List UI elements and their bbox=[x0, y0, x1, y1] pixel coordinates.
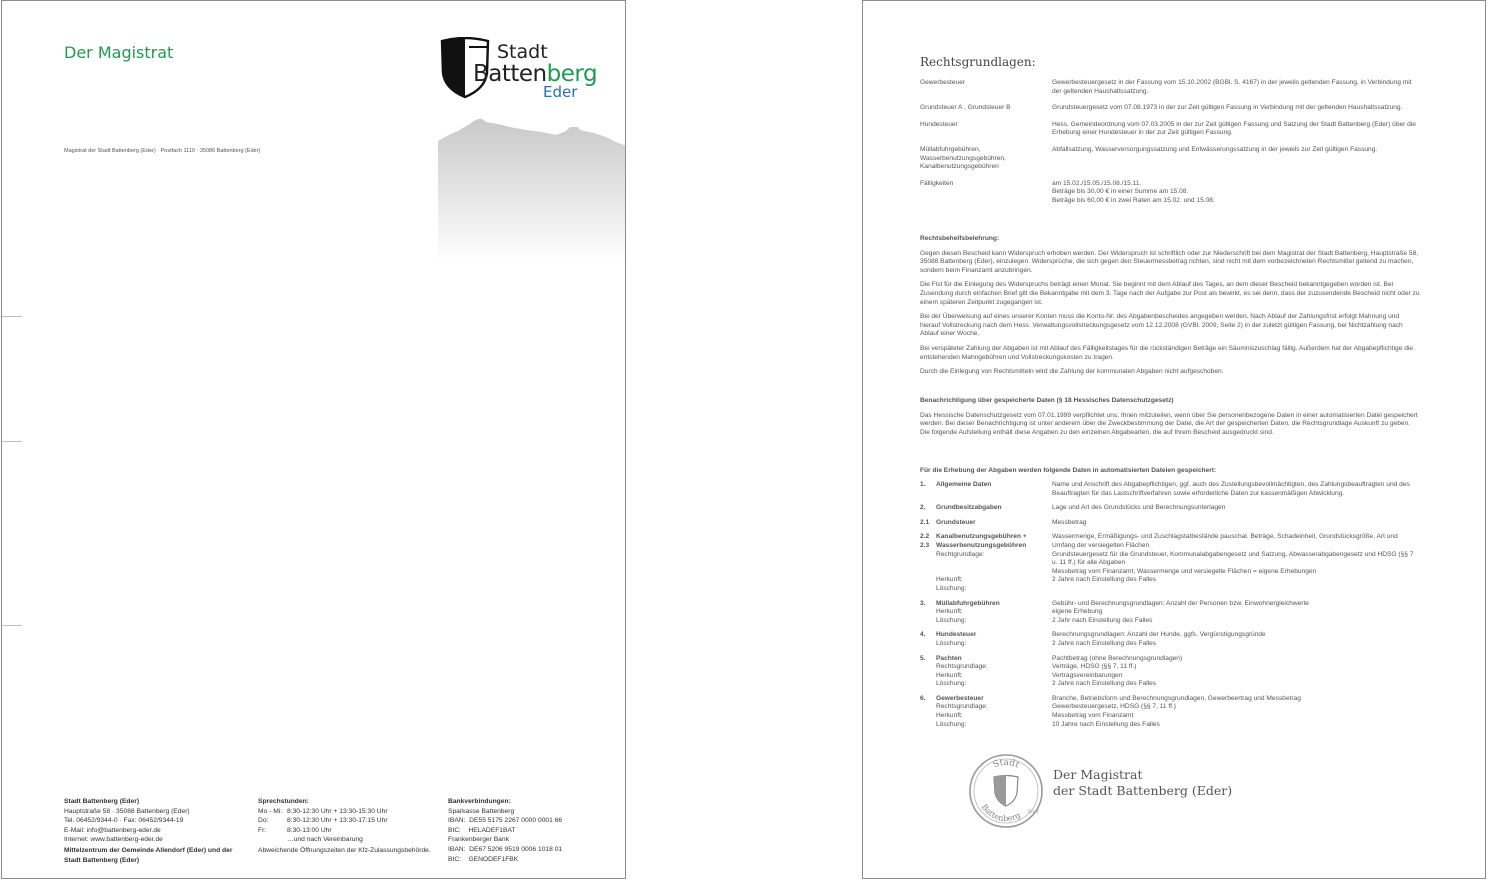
data-items-list bbox=[920, 481, 1420, 735]
list-item: 3. Müllabfuhrgebühren Herkunft: Löschung: Gebühr- und Berechnungsgrundlagen: Anzahl der Personen bzw. Einwohnergleichwerte eigene Erhebung 2 Jahr nach Einstellung des Falles bbox=[920, 599, 1309, 624]
legal-basis-row: Müllabfuhrgebühren, Wasserbenutzungsgebühren, Kanalbenutzungsgebühren Abfallsatzung, Wasserversorgungssatzung und Entwässerungssatzung in der jeweils zur Zeit gültigen Fassung. bbox=[920, 145, 1378, 171]
rechtsbehelf-section: Rechtsbehelfsbelehrung: Gegen diesen Bescheid kann Widerspruch erhoben werden. Der Widerspruch ist schriftlich oder zur Niederschrift bei dem Magistrat der Stadt Battenberg, Hauptstraße 58, 35088 Battenberg (Eder), einzulegen. Widersprüche, die sich gegen den Steuermessbetrag richten, sind nicht mit dem vorbezeichneten Rechtsmittel geltend zu machen, sondern beim Finanzamt anzubringen. Die Fist für die Einlegung des Widerspruchs beträgt einen Monat. Sie beginnt mit dem Ablauf des Tages, an dem dieser Bescheid bekanntgegeben worden ist. Bei Zusendung durch einfachen Brief gilt die Bekanntgabe mit dem 3. Tage nach der Aufgabe zur Post als bewirkt, es sei denn, dass der zuzusendende Bescheid nicht oder zu einem späteren Zeitpunkt zugegangen ist. Bei der Überweisung auf eines unserer Konten muss die Konto-Nr. des Abgabenbescheides angegeben werden. Nach Ablauf der Zahlungsfrist erfolgt Mahnung und hierauf Vollstreckung nach dem Hess. Verwaltungsvollstreckungsgesetz vom 12.12.2008 (GVBl. 2009, Seite 2) in der zuletzt gültigen Fassung, bei Nichtzahlung nach Ablauf einer Woche. Bei verspäteter Zahlung der Abgaben ist mit Ablauf des Fälligkeitstages für die rückständigen Beträge ein Säumniszuschlag fällig. Außerdem hat der Abgabepflichtige die entstehenden Mahngebühren und Vollstreckungskosten zu tragen. Durch die Einlegung von Rechtsmitteln wird die Zahlung der kommunalen Abgaben nicht aufgeschoben. bbox=[920, 235, 1420, 376]
legal-basis-row: Gewerbesteuer Gewerbesteuergesetz in der Fassung vom 15.10.2002 (BGBl. S. 4167) in der jeweils geltenden Fassung, in Verbindung mit der geltenden Haushaltssatzung. bbox=[920, 79, 1412, 95]
list-item: 6. Gewerbesteuer Rechtsgrundlage: Herkunft: Löschung: Branche, Betriebsform und Berechnungsgrundlagen, Gewerbeertrag und Messbetrag Gewerbesteuergesetz, HDSG (§§ 7, 11 ff.) Messbetrag vom Finanzamt 10 Jahre nach Einstellung des Falles bbox=[920, 694, 1301, 728]
svg-text:Battenberg: Battenberg bbox=[979, 802, 1023, 824]
list-item: 2. Grundbesitzabgaben Lage und Art des Grundstücks und Berechnungsunterlagen bbox=[920, 504, 1226, 512]
magistrat-heading: Der Magistrat bbox=[64, 43, 174, 62]
svg-text:Stadt: Stadt bbox=[991, 757, 1021, 771]
footer-contact: Stadt Battenberg (Eder) Hauptstraße 58 · 35088 Battenberg (Eder) Tel. 06452/9344-0 · Fax: 06452/9344-19 E-Mail: info@battenberg-eder.de Internet: www.battenberg-eder.de Mittelzentrum der Gemeinde Allendorf (Eder) und der Stadt Battenberg (Eder) bbox=[64, 798, 233, 864]
city-seal-icon bbox=[968, 753, 1044, 829]
logo-eder-text: Eder bbox=[543, 83, 578, 101]
fold-mark bbox=[2, 625, 22, 626]
sender-address-line: Magistrat der Stadt Battenberg (Eder) · Postfach 1110 · 35086 Battenberg (Eder) bbox=[64, 148, 261, 154]
legal-basis-row: Fälligkeiten am 15.02./15.05./15.08./15.11. Beträge bis 30,00 € in einer Summe am 15.08. Beträge bis 60,00 € in zwei Raten am 15.02. und 15.08. bbox=[920, 179, 1215, 204]
erhebung-heading: Für die Erhebung der Abgaben werden folgende Daten in automatisierten Dateien gespeichert: bbox=[920, 467, 1217, 474]
footer-office-hours: Sprechstunden: Mo - Mi: 8:30-12:30 Uhr + 13:30-15:30 Uhr Do: 8:30-12:30 Uhr + 13:30-17:15 Uhr Fr: 8:30-13:00 Uhr …und nach Vereinbarung Abweichende Öffnungszeiten der Kfz-Zulassungsbehörde. bbox=[258, 798, 431, 854]
legal-info-page bbox=[862, 0, 1486, 879]
signature-block: Der Magistrat der Stadt Battenberg (Eder) bbox=[1053, 767, 1233, 798]
page-title: Rechtsgrundlagen: bbox=[920, 55, 1036, 69]
battenberg-logo bbox=[439, 37, 604, 107]
legal-basis-list bbox=[920, 79, 1420, 214]
svg-text:Eder: Eder bbox=[1028, 810, 1039, 815]
letterhead-page bbox=[1, 0, 626, 879]
list-item: 1. Allgemeine Daten Name und Anschrift des Abgabepflichtigen, ggf. auch des Zustellungsbevollmächtigten, des Zahlungsbeauftragten und des Beauftragten für das Lastschriftverfahren sowie erforderliche Daten zur kassenmäßigen Abwicklung. bbox=[920, 481, 1410, 497]
list-item: 2.1 Grundsteuer Messbetrag bbox=[920, 518, 1087, 526]
footer-bank-details: Bankverbindungen: Sparkasse Battenberg IBAN: DE55 5175 2267 0000 0001 66 BIC: HELADEF1BAT Frankenberger Bank IBAN: DE67 5206 9519 0006 1018 01 BIC: GENODEF1FBK bbox=[448, 798, 563, 863]
legal-basis-row: Hundesteuer Hess. Gemeindeordnung vom 07.03.2005 in der zur Zeit gültigen Fassung und Satzung der Stadt Battenberg (Eder) über die Erhebung einer Hundesteuer in der zur Zeit gültigen Fassung. bbox=[920, 120, 1416, 137]
datenschutz-section: Benachrichtigung über gespeicherte Daten (§ 18 Hessisches Datenschutzgesetz) Das Hessische Datenschutzgesetz vom 07.01.1999 verpflichtet uns, Ihnen mitzuteilen, wenn über Sie personenbezogene Daten in einer automatisierten Datei gespeichert werden. Bei dieser Benachrichtigung ist unter anderem über die Zweckbestimmung der Datei, die Art der gespeicherten Daten, die Rechtsgrundlage Auskunft zu geben. Die folgende Aufstellung enthält diese Angaben zu den einzelnen Abgabearten, die auf Ihrem Bescheid ausgedruckt sind. bbox=[920, 397, 1418, 436]
list-item: 5. Pachten Rechtsgrundlage: Herkunft: Löschung: Pachtbetrag (ohne Berechnungsgrundlagen) Verträge, HDSG (§§ 7, 11 ff.) Vertragsvereinbarungen 2 Jahre nach Einstellung des Falles bbox=[920, 654, 1183, 688]
castle-skyline-graphic bbox=[438, 113, 626, 263]
list-item: 4. Hundesteuer Löschung: Berechnungsgrundlagen: Anzahl der Hunde, ggfs. Vergünstigungsgründe 2 Jahre nach Einstellung des Falles bbox=[920, 631, 1266, 647]
fold-mark bbox=[2, 441, 22, 442]
legal-basis-row: Grundsteuer A , Grundsteuer B Grundsteuergesetz vom 07.08.1973 in der zur Zeit gültigen Fassung in Verbindung mit der geltenden Haushaltssatzung. bbox=[920, 104, 1403, 112]
fold-mark bbox=[2, 316, 22, 317]
logo-battenberg-text: Battenberg bbox=[473, 61, 598, 87]
list-item: 2.2 2.3 Kanalbenutzungsgebühren + Wasserbenutzungsgebühren Rechtgrundlage: Herkunft: Löschung: Wassermenge, Ermäßigungs- und Zuschlagstatbestände pauschal. Beträge, Schadeinheit, Grundstücksgröße, Art und Umfang der versiegelten Flächen Grundsteuergesetz für die Grundsteuer, Kommunalabgabengesetz und Satzung, Abwasserabgabengesetz und HDSG (§§ 7 u. 11 ff.) für alle Abgaben Messbetrag vom Finanzamt, Wassermenge und versiegelte Flächen = eigene Erhebungen 2 Jahre nach Einstellung des Falles bbox=[920, 533, 1414, 592]
logo-stadt-text: Stadt bbox=[497, 41, 548, 63]
